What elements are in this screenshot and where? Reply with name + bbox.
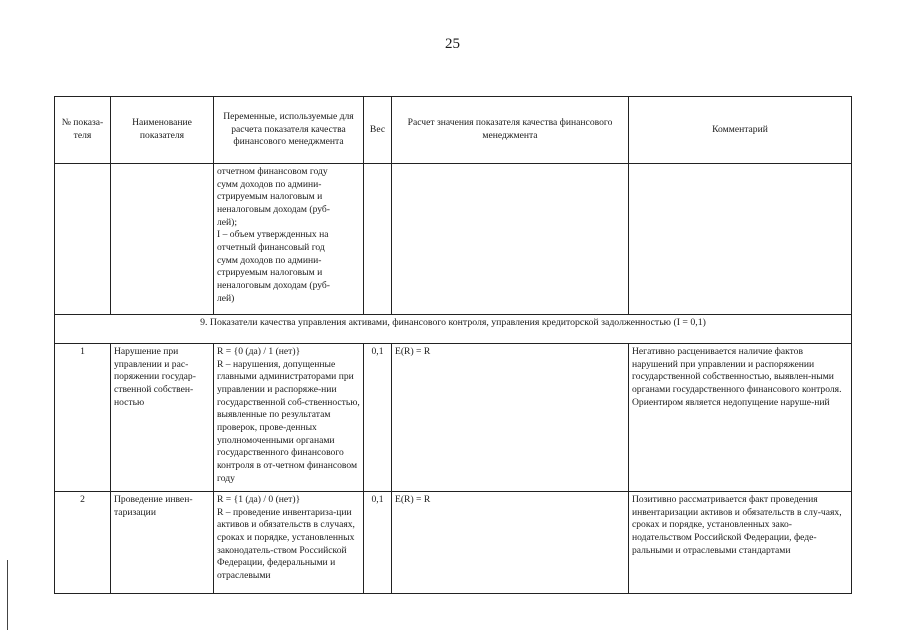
row-weight: 0,1 xyxy=(364,344,392,492)
row-name: Проведение инвен-таризации xyxy=(111,492,214,594)
header-comment: Комментарий xyxy=(629,97,852,164)
cell-num xyxy=(55,164,111,315)
vars-formula: R = {0 (да) / 1 (нет)} xyxy=(217,346,301,357)
indicators-table xyxy=(54,96,852,594)
vars-line: сумм доходов по админи- xyxy=(217,254,322,266)
row-comment xyxy=(629,492,852,594)
vars-line: стрируемым налоговым и xyxy=(217,267,323,279)
row-weight: 0,1 xyxy=(364,492,392,594)
row-num: 1 xyxy=(55,344,111,492)
row-calc: E(R) = R xyxy=(392,344,629,492)
table-header-row xyxy=(55,97,852,164)
section-title: 9. Показатели качества управления активами, финансового контроля, управления кредиторской задолженностью (I = 0,1) xyxy=(55,315,852,344)
table-row-continuation xyxy=(55,164,852,315)
vars-line: отчетном финансовом году xyxy=(217,166,328,177)
vars-line: I – объем утвержденных на xyxy=(217,229,329,241)
row-name: Нарушение при управлении и рас-поряжении государ-ственной собствен-ностью xyxy=(111,344,214,492)
comment-paragraph: Позитивно рассматривается факт проведения инвентаризации активов и обязательств в слу-чаях, сроках и порядке, установленных зако-нодательством Российской Федерации, феде-ральными и отраслевыми стандартами xyxy=(632,494,842,556)
row-num: 2 xyxy=(55,492,111,594)
cell-comment xyxy=(629,164,852,315)
comment-paragraph: Негативно расценивается наличие фактов нарушений при управлении и распоряжении государственной собственностью, выявлен-ными органами государственного финансового контроля. xyxy=(632,346,842,395)
vars-line: лей) xyxy=(217,292,235,304)
cell-calc xyxy=(392,164,629,315)
row-comment xyxy=(629,344,852,492)
row-calc: E(R) = R xyxy=(392,492,629,594)
vars-line: неналоговым доходам (руб- xyxy=(217,203,331,215)
row-vars xyxy=(214,492,364,594)
header-weight: Вес xyxy=(364,97,392,164)
section-row xyxy=(55,315,852,344)
vars-line: лей); xyxy=(217,216,238,228)
header-calc: Расчет значения показателя качества финансового менеджмента xyxy=(392,97,629,164)
table-row xyxy=(55,344,852,492)
table-row xyxy=(55,492,852,594)
vars-line: стрируемым налоговым и xyxy=(217,191,323,203)
header-vars: Переменные, используемые для расчета показателя качества финансового менеджмента xyxy=(214,97,364,164)
vars-line: отчетный финансовый год xyxy=(217,241,325,253)
comment-paragraph: Ориентиром является недопущение наруше-ний xyxy=(632,396,830,408)
cell-name xyxy=(111,164,214,315)
vars-line: неналоговым доходам (руб- xyxy=(217,279,331,291)
vars-formula: R = {1 (да) / 0 (нет)} xyxy=(217,494,301,505)
page-number: 25 xyxy=(445,36,460,52)
cell-vars xyxy=(214,164,364,315)
vars-line: сумм доходов по админи- xyxy=(217,178,322,190)
header-num: № показа-теля xyxy=(55,97,111,164)
cell-weight xyxy=(364,164,392,315)
header-name: Наименование показателя xyxy=(111,97,214,164)
margin-line xyxy=(7,560,8,630)
row-vars xyxy=(214,344,364,492)
vars-description: R – нарушения, допущенные главными администраторами при управлении и распоряже-нии государственной соб-ственностью, выявленные по результатам проверок, прове-денных уполномоченными органами государственного финансового контроля в от-четном финансовом году xyxy=(217,358,360,484)
vars-description: R – проведение инвентариза-ции активов и обязательств в случаях, сроках и порядке, установленных законодатель-ством Российской Федерации, федеральными и отраслевыми xyxy=(217,506,355,581)
